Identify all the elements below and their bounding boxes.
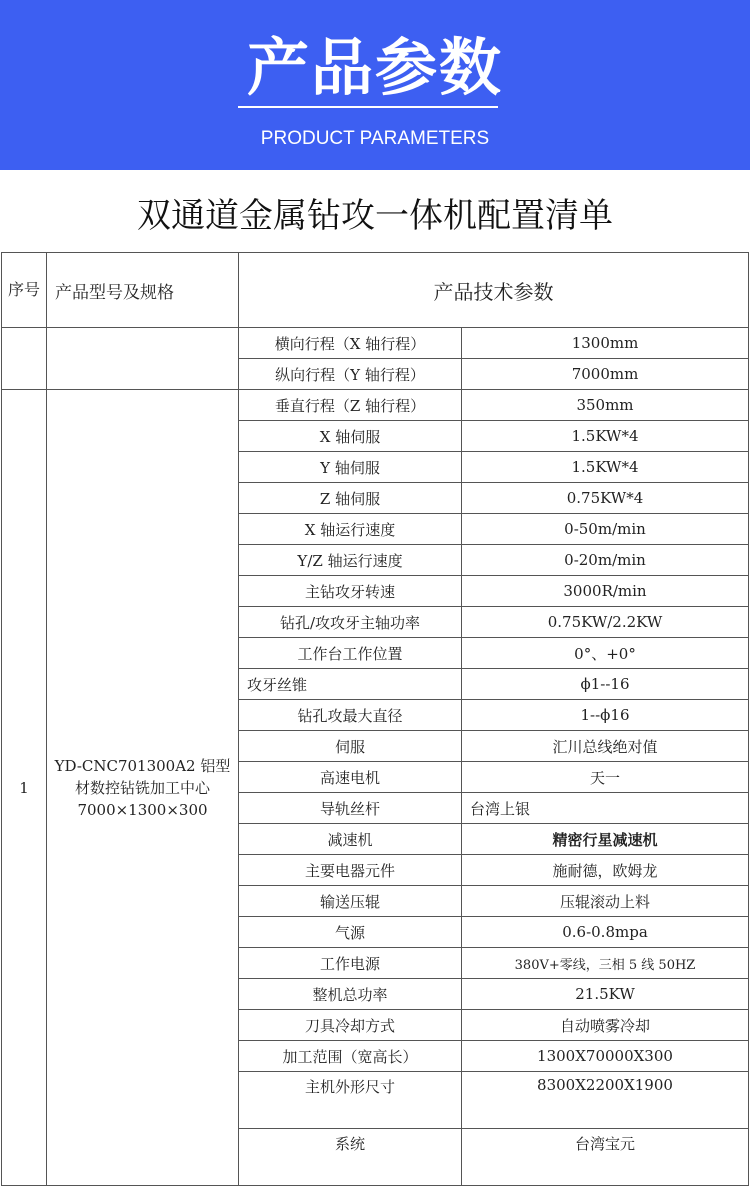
table-header-row [2, 253, 749, 328]
param-name: 导轨丝杆 [239, 793, 462, 824]
param-name: 系统 [239, 1129, 462, 1186]
param-value: 压辊滚动上料 [462, 886, 749, 917]
param-value: 0.75KW*4 [462, 483, 749, 514]
param-name: Y/Z 轴运行速度 [239, 545, 462, 576]
param-value: 8300X2200X1900 [462, 1072, 749, 1129]
banner-divider [238, 106, 498, 108]
param-value: 1300X70000X300 [462, 1041, 749, 1072]
param-value: 7000mm [462, 359, 749, 390]
param-value: 21.5KW [462, 979, 749, 1010]
item-number: 1 [2, 390, 47, 1186]
param-value: 0°、+0° [462, 638, 749, 669]
param-value: 汇川总线绝对值 [462, 731, 749, 762]
param-value: ϕ1--16 [462, 669, 749, 700]
header-banner [0, 0, 750, 170]
param-value: 0-20m/min [462, 545, 749, 576]
param-value: 精密行星减速机 [462, 824, 749, 855]
param-value: 1.5KW*4 [462, 421, 749, 452]
param-name: 钻孔/攻攻牙主轴功率 [239, 607, 462, 638]
param-value: 350mm [462, 390, 749, 421]
param-name: 加工范围（宽高长） [239, 1041, 462, 1072]
param-value: 0.75KW/2.2KW [462, 607, 749, 638]
param-name: 纵向行程（Y 轴行程） [239, 359, 462, 390]
param-name: Y 轴伺服 [239, 452, 462, 483]
param-value: 天一 [462, 762, 749, 793]
param-value: 台湾宝元 [462, 1129, 749, 1186]
param-name: 减速机 [239, 824, 462, 855]
param-name: 刀具冷却方式 [239, 1010, 462, 1041]
param-name: X 轴运行速度 [239, 514, 462, 545]
param-name: Z 轴伺服 [239, 483, 462, 514]
param-name: 高速电机 [239, 762, 462, 793]
param-name: 输送压辊 [239, 886, 462, 917]
document-title: 双通道金属钻攻一体机配置清单 [137, 196, 613, 236]
param-name: 整机总功率 [239, 979, 462, 1010]
banner-subtitle: PRODUCT PARAMETERS [260, 128, 490, 149]
param-value: 380V+零线，三相 5 线 50HZ [462, 948, 749, 979]
param-value: 自动喷雾冷却 [462, 1010, 749, 1041]
param-value: 1.5KW*4 [462, 452, 749, 483]
param-name: 主要电器元件 [239, 855, 462, 886]
param-name: 伺服 [239, 731, 462, 762]
header-no: 序号 [2, 253, 47, 328]
param-name: 工作电源 [239, 948, 462, 979]
header-model: 产品型号及规格 [47, 253, 239, 328]
param-name: 垂直行程（Z 轴行程） [239, 390, 462, 421]
table-row [2, 390, 749, 421]
param-value: 0-50m/min [462, 514, 749, 545]
param-name: 主钻攻牙转速 [239, 576, 462, 607]
param-value: 3000R/min [462, 576, 749, 607]
param-name: 气源 [239, 917, 462, 948]
param-name: 钻孔攻最大直径 [239, 700, 462, 731]
param-value: 1--ϕ16 [462, 700, 749, 731]
param-name: 主机外形尺寸 [239, 1072, 462, 1129]
param-value: 施耐德，欧姆龙 [462, 855, 749, 886]
model-spec: YD-CNC701300A2 铝型材数控钻铣加工中心 7000×1300×300 [47, 390, 239, 1186]
param-value: 1300mm [462, 328, 749, 359]
header-params: 产品技术参数 [239, 253, 749, 328]
param-value: 台湾上银 [462, 793, 749, 824]
param-name: 工作台工作位置 [239, 638, 462, 669]
empty-no-cell [2, 328, 47, 390]
param-name: 攻牙丝锥 [239, 669, 462, 700]
param-name: 横向行程（X 轴行程） [239, 328, 462, 359]
table-row [2, 328, 749, 359]
param-name: X 轴伺服 [239, 421, 462, 452]
param-value: 0.6-0.8mpa [462, 917, 749, 948]
spec-table [1, 252, 749, 1186]
banner-title: 产品参数 [246, 31, 503, 104]
empty-model-cell [47, 328, 239, 390]
